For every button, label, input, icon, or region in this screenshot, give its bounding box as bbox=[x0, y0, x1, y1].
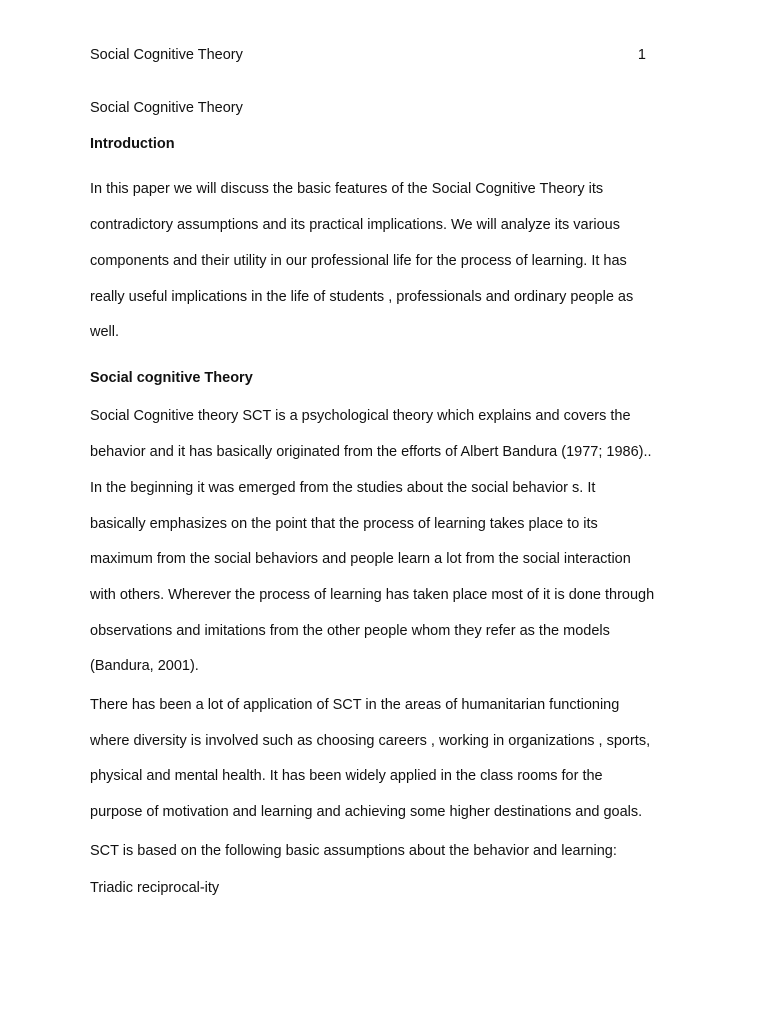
page-number: 1 bbox=[637, 47, 646, 63]
running-head bbox=[90, 47, 648, 67]
paragraph-line: components and their utility in our professional life for the process of learning. It has bbox=[90, 253, 627, 269]
section-heading-introduction: Introduction bbox=[90, 136, 175, 152]
paragraph-line: physical and mental health. It has been widely applied in the class rooms for the bbox=[90, 768, 603, 784]
paragraph-line: observations and imitations from the other people whom they refer as the models bbox=[90, 623, 610, 639]
paragraph-line: well. bbox=[90, 324, 120, 340]
paragraph-line: In the beginning it was emerged from the studies about the social behavior s. It bbox=[90, 480, 596, 496]
paragraph-line: basically emphasizes on the point that the process of learning takes place to its bbox=[90, 516, 598, 532]
paragraph-line: There has been a lot of application of SCT in the areas of humanitarian functioning bbox=[90, 697, 620, 713]
subheading-triadic-reciprocality: Triadic reciprocal-ity bbox=[90, 880, 220, 896]
paragraph-line: Social Cognitive theory SCT is a psychological theory which explains and covers the bbox=[90, 408, 631, 424]
paragraph-line: contradictory assumptions and its practical implications. We will analyze its various bbox=[90, 217, 621, 233]
paragraph-line: In this paper we will discuss the basic features of the Social Cognitive Theory its bbox=[90, 181, 604, 197]
paragraph-line: really useful implications in the life of students , professionals and ordinary people as bbox=[90, 289, 634, 305]
paragraph-line: SCT is based on the following basic assumptions about the behavior and learning: bbox=[90, 843, 617, 859]
running-head-title: Social Cognitive Theory bbox=[90, 47, 243, 63]
paragraph-line: (Bandura, 2001). bbox=[90, 658, 199, 674]
section-heading-social-cognitive-theory: Social cognitive Theory bbox=[90, 370, 253, 386]
paragraph-line: where diversity is involved such as choosing careers , working in organizations , sports, bbox=[90, 733, 651, 749]
paragraph-line: behavior and it has basically originated from the efforts of Albert Bandura (1977; 1986).. bbox=[90, 444, 652, 460]
document-title: Social Cognitive Theory bbox=[90, 100, 243, 116]
paragraph-line: with others. Wherever the process of learning has taken place most of it is done through bbox=[90, 587, 655, 603]
paragraph-line: purpose of motivation and learning and achieving some higher destinations and goals. bbox=[90, 804, 643, 820]
paragraph-line: maximum from the social behaviors and people learn a lot from the social interaction bbox=[90, 551, 631, 567]
